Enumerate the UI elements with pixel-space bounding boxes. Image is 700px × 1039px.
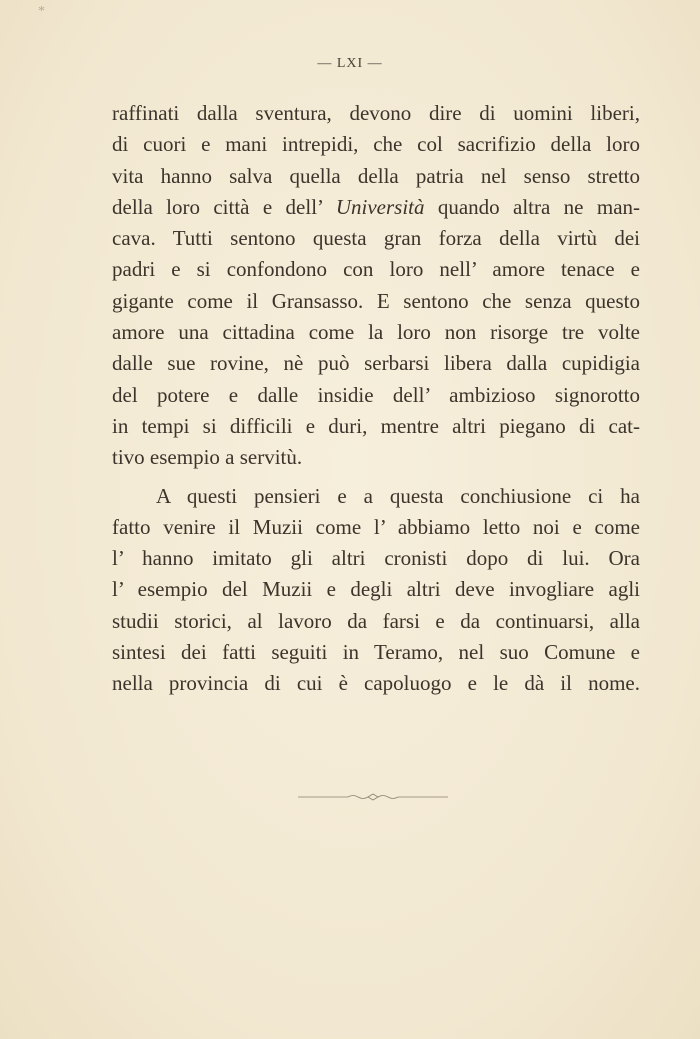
text-line: vita hanno salva quella della patria nel senso stretto (112, 163, 640, 188)
text-line: nella provincia di cui è capoluogo e le dà il nome. (112, 671, 640, 696)
text-line: in tempi si difficili e duri, mentre altri piegano di cat- (112, 413, 640, 438)
text-line (112, 192, 640, 223)
section-end-ornament (298, 792, 448, 802)
text-line: del potere e dalle insidie dell’ ambizioso signorotto (112, 382, 640, 407)
running-head-page-number: — LXI — (317, 56, 383, 71)
text-line: fatto venire il Muzii come l’ abbiamo letto noi e come (112, 514, 640, 539)
text-line: dalle sue rovine, nè può serbarsi libera dalla cupidigia (112, 351, 640, 376)
text-line: padri e si confondono con loro nell’ amore tenace e (112, 257, 640, 282)
text-line: sintesi dei fatti seguiti in Teramo, nel suo Comune e (112, 640, 640, 665)
text-line: di cuori e mani intrepidi, che col sacrifizio della loro (112, 132, 640, 157)
text-line: amore una cittadina come la loro non risorge tre volte (112, 320, 640, 345)
text-line: tivo esempio a servitù. (112, 445, 303, 470)
text-line: raffinati dalla sventura, devono dire di uomini liberi, (112, 101, 640, 125)
text-line: studii storici, al lavoro da farsi e da continuarsi, alla (112, 608, 640, 633)
text-line: l’ esempio del Muzii e degli altri deve invogliare agli (112, 577, 640, 602)
text-fragment: della loro città e dell’ (112, 194, 336, 219)
body-text (112, 98, 640, 700)
text-line: l’ hanno imitato gli altri cronisti dopo di lui. Ora (112, 546, 640, 571)
corner-mark: * (38, 4, 45, 19)
paragraph-2 (112, 481, 640, 700)
text-line: cava. Tutti sentono questa gran forza della virtù dei (112, 226, 640, 251)
text-fragment: quando altra ne man- (424, 194, 641, 219)
text-line: A questi pensieri e a questa conchiusione ci ha (156, 483, 640, 508)
paragraph-1 (112, 98, 640, 474)
text-line: gigante come il Gransasso. E sentono che senza questo (112, 288, 640, 313)
italic-word: Università (335, 194, 425, 219)
